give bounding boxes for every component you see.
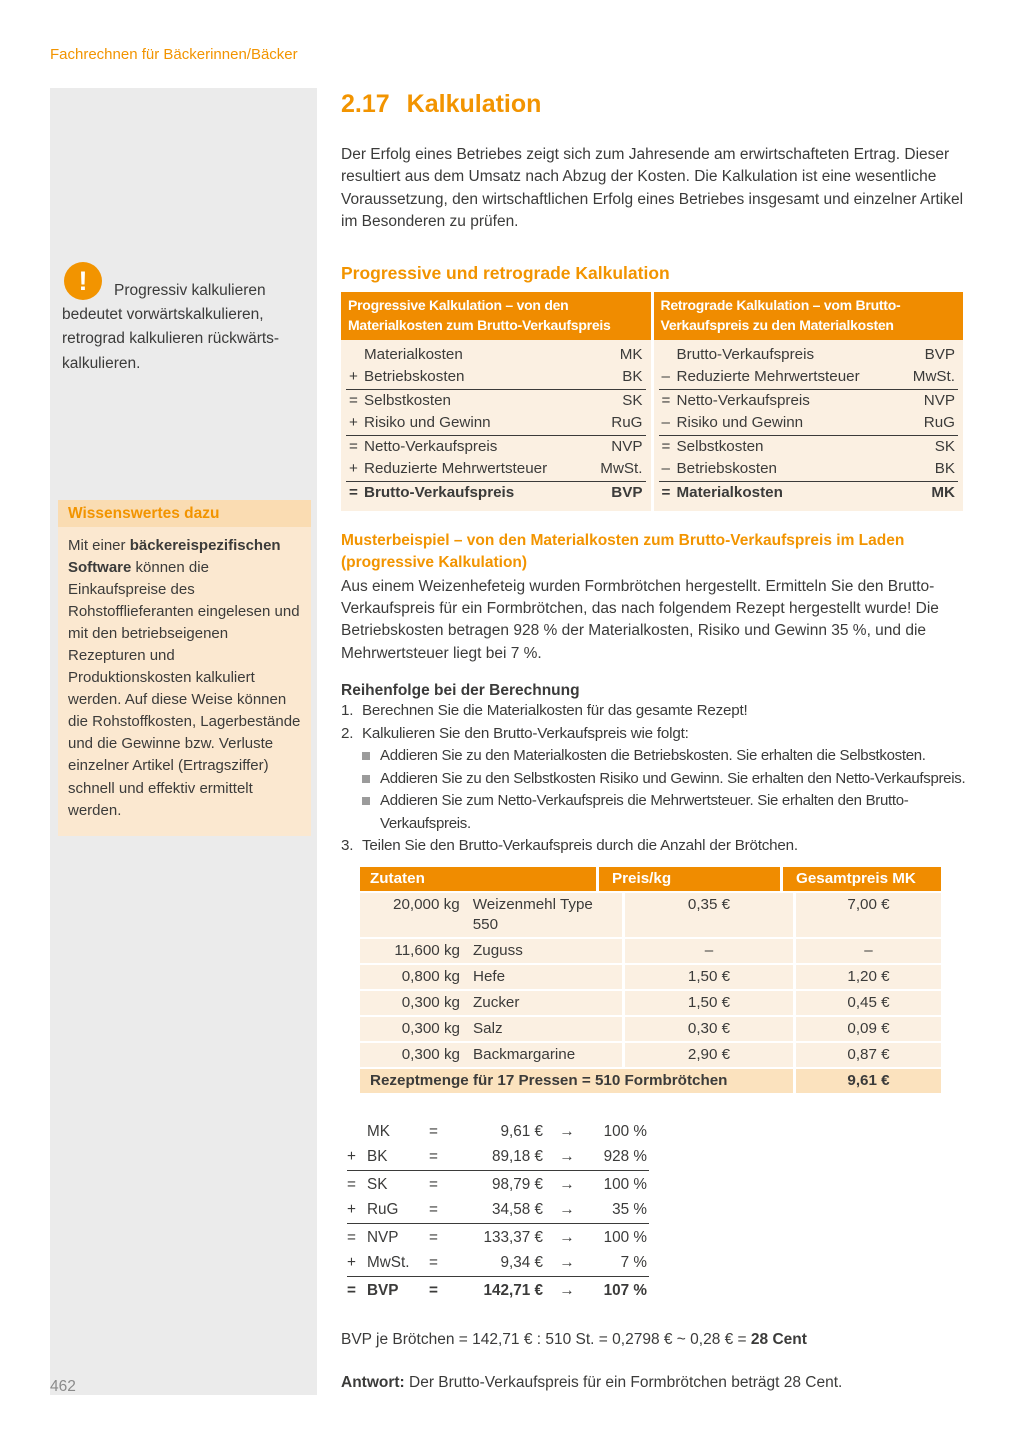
row-code: MK: [619, 345, 643, 363]
price-cell: –: [625, 939, 793, 963]
bullet-item: [341, 768, 975, 791]
calc-row: [347, 1145, 649, 1172]
header-line: Progressive Kalkulation – von den: [348, 296, 569, 313]
ingredient-cell: [360, 1017, 622, 1041]
arrow-icon: →: [559, 1229, 575, 1247]
price-cell: 0,35 €: [625, 893, 793, 937]
row-label: Risiko und Gewinn: [364, 414, 491, 432]
progressive-column: [341, 292, 651, 511]
page-title: [341, 90, 975, 119]
row-code: MwSt.: [912, 368, 955, 386]
calc-operator: =: [347, 1282, 356, 1300]
row-code: NVP: [611, 437, 643, 455]
list-item: [341, 700, 975, 722]
price-cell: 0,30 €: [625, 1017, 793, 1041]
calc-percent: 35 %: [612, 1200, 647, 1218]
example-title: Musterbeispiel – von den Materialkosten zum Brutto-Verkaufspreis im Laden (progressive Kalkulation): [341, 532, 905, 571]
row-code: MwSt.: [600, 460, 643, 478]
infobox-text: können die Einkaufspreise des Rohstofflieferanten eingelesen und mit den betriebseigenen Rezepturen und Produktionskosten kalkuliert werden. Auf diese Weise können die Rohstoffkosten, Lagerbestände und die Gewinne bzw. Verluste einzelner Artikel (Ertragsziffer) schnell und effektiv ermittelt werden.: [68, 559, 301, 819]
calc-percent: 100 %: [603, 1123, 647, 1141]
calc-code: BK: [367, 1147, 388, 1165]
table-row: [659, 481, 959, 505]
bullet-item: [341, 790, 975, 835]
ingredient-name: Zucker: [473, 994, 520, 1012]
calc-operator: +: [347, 1147, 356, 1165]
column-header: Gesamtpreis MK: [783, 867, 941, 891]
ingredient-cell: [360, 965, 622, 989]
table-footer-row: [360, 1069, 941, 1093]
calc-row: [347, 1173, 649, 1198]
example-body: Aus einem Weizenhefeteig wurden Formbrötchen hergestellt. Ermitteln Sie den Brutto-Verkaufspreis für ein Formbrötchen, das nach folgendem Rezept hergestellt wurde! Die Betriebskosten betragen 928 % der Materialkosten, Risiko und Gewinn 35 %, und die Mehrwertsteuer liegt bei 7 %.: [341, 577, 939, 662]
row-code: MK: [931, 483, 955, 501]
bullet-text: Addieren Sie zu den Materialkosten die Betriebskosten. Sie erhalten die Selbstkosten.: [380, 747, 926, 765]
table-row: [360, 939, 941, 963]
ingredient-name: Hefe: [473, 968, 506, 986]
calc-percent: 928 %: [603, 1147, 647, 1165]
bullet-text: Addieren Sie zum Netto-Verkaufspreis die Mehrwertsteuer. Sie erhalten den Brutto-Verkaufspreis.: [380, 792, 909, 832]
calc-row: [347, 1251, 649, 1278]
footer-total: 9,61 €: [796, 1069, 941, 1093]
footer-label: Rezeptmenge für 17 Pressen = 510 Formbrötchen: [360, 1069, 793, 1093]
ingredient-name: Weizenmehl Type 550: [472, 896, 593, 934]
row-code: BK: [622, 368, 643, 386]
retrograde-body: [654, 340, 964, 512]
ingredient-amount: 0,800 kg: [401, 968, 460, 986]
ingredient-name: Backmargarine: [473, 1046, 576, 1064]
row-operator: =: [349, 437, 358, 455]
column-header: Zutaten: [360, 867, 596, 891]
total-cell: 0,87 €: [796, 1043, 941, 1067]
row-operator: +: [349, 460, 358, 478]
row-code: SK: [622, 391, 643, 409]
ingredients-table: [360, 867, 941, 1093]
calc-code: MwSt.: [367, 1253, 410, 1271]
table-row: [346, 366, 646, 389]
arrow-icon: →: [559, 1253, 575, 1271]
calculation-block: [347, 1120, 649, 1304]
result-line: [341, 1329, 975, 1351]
ingredient-amount: 0,300 kg: [401, 994, 460, 1012]
section-number: 2.17: [341, 90, 390, 118]
row-operator: +: [349, 414, 358, 432]
arrow-icon: →: [559, 1282, 575, 1300]
row-label: Netto-Verkaufspreis: [364, 437, 498, 455]
calc-percent: 107 %: [603, 1282, 647, 1300]
table-row: [659, 458, 959, 481]
calc-code: BVP: [367, 1282, 399, 1300]
calc-operator: +: [347, 1253, 356, 1271]
result-bold: 28 Cent: [750, 1330, 807, 1348]
calc-percent: 100 %: [603, 1229, 647, 1247]
table-row: [360, 965, 941, 989]
page-number: 462: [50, 1378, 76, 1395]
header-line: Verkaufspreis zu den Materialkosten: [660, 316, 894, 333]
answer-text: Der Brutto-Verkaufspreis für ein Formbrötchen beträgt 28 Cent.: [404, 1374, 843, 1392]
arrow-icon: →: [559, 1123, 575, 1141]
table-row: [659, 435, 959, 459]
table-row: [346, 412, 646, 435]
row-code: BVP: [611, 483, 643, 501]
calc-percent: 7 %: [620, 1253, 647, 1271]
arrow-icon: →: [559, 1176, 575, 1194]
calc-equals: =: [429, 1253, 438, 1271]
price-cell: 1,50 €: [625, 991, 793, 1015]
row-label: Betriebskosten: [364, 368, 465, 386]
calc-operator: =: [347, 1229, 356, 1247]
calc-code: MK: [367, 1123, 390, 1141]
total-cell: –: [796, 939, 941, 963]
calc-equals: =: [429, 1176, 438, 1194]
ingredient-amount: 0,300 kg: [401, 1020, 460, 1038]
table-row: [346, 435, 646, 459]
list-text: Berechnen Sie die Materialkosten für das gesamte Rezept!: [362, 702, 748, 720]
ingredient-cell: [360, 939, 622, 963]
progressive-body: [341, 340, 651, 512]
subsection-title: Progressive und retrograde Kalkulation: [341, 262, 670, 283]
infobox-text-bold: bäckereispezifischen Software: [68, 537, 281, 577]
calc-code: SK: [367, 1176, 388, 1194]
row-label: Brutto-Verkaufspreis: [364, 483, 515, 501]
table-row: [346, 458, 646, 481]
retrograde-header: [654, 292, 964, 340]
ingredient-name: Salz: [473, 1020, 503, 1038]
table-row: [346, 389, 646, 413]
row-code: RuG: [611, 414, 643, 432]
margin-note-text: Progressiv kalkulieren bedeutet vorwärtskalkulieren, retrograd kalkulieren rückwärtskalkulieren.: [62, 282, 280, 372]
ingredient-amount: 11,600 kg: [394, 942, 460, 960]
row-label: Reduzierte Mehrwertsteuer: [364, 460, 548, 478]
list-item: [341, 723, 975, 745]
list-text: Kalkulieren Sie den Brutto-Verkaufspreis wie folgt:: [362, 724, 689, 742]
calc-value: 98,79 €: [491, 1176, 543, 1194]
column-header: Preis/kg: [599, 867, 780, 891]
margin-note: [62, 260, 307, 376]
row-label: Materialkosten: [364, 345, 463, 363]
calc-row: [347, 1198, 649, 1225]
book-header: Fachrechnen für Bäckerinnen/Bäcker: [50, 46, 298, 63]
row-label: Reduzierte Mehrwertsteuer: [676, 368, 860, 386]
row-code: SK: [934, 437, 955, 455]
total-cell: 0,45 €: [796, 991, 941, 1015]
calc-code: NVP: [367, 1229, 399, 1247]
table-row: [346, 344, 646, 367]
calc-equals: =: [429, 1282, 438, 1300]
steps-title: Reihenfolge bei der Berechnung: [341, 682, 580, 700]
row-code: BVP: [924, 345, 955, 363]
bullet-item: [341, 745, 975, 768]
list-number: 3.: [341, 837, 354, 855]
calc-value: 9,34 €: [500, 1253, 543, 1271]
section-title-text: Kalkulation: [406, 90, 542, 118]
row-operator: –: [661, 368, 670, 386]
row-label: Selbstkosten: [676, 437, 764, 455]
list-number: 1.: [341, 702, 354, 720]
calc-row: [347, 1279, 649, 1304]
table-row: [346, 481, 646, 505]
row-label: Selbstkosten: [364, 391, 451, 409]
bullet-text: Addieren Sie zu den Selbstkosten Risiko und Gewinn. Sie erhalten den Netto-Verkaufspreis.: [380, 769, 966, 787]
calc-row: [347, 1226, 649, 1251]
calc-percent: 100 %: [603, 1176, 647, 1194]
row-operator: =: [661, 437, 671, 455]
row-label: Brutto-Verkaufspreis: [676, 345, 815, 363]
ingredient-name: Zuguss: [473, 942, 523, 960]
calc-equals: =: [429, 1200, 438, 1218]
infobox: [58, 500, 311, 836]
table-row: [360, 1043, 941, 1067]
ingredient-cell: [360, 991, 622, 1015]
price-cell: 2,90 €: [625, 1043, 793, 1067]
row-code: NVP: [923, 391, 955, 409]
calc-value: 133,37 €: [483, 1229, 543, 1247]
table-row: [659, 389, 959, 413]
comparison-table: [341, 292, 963, 511]
main-column: [317, 88, 975, 1395]
ingredient-amount: 20,000 kg: [393, 896, 460, 914]
calc-value: 89,18 €: [491, 1147, 543, 1165]
header-line: Retrograde Kalkulation – vom Brutto-: [660, 296, 901, 313]
table-row: [659, 344, 959, 367]
row-code: BK: [934, 460, 955, 478]
row-label: Betriebskosten: [676, 460, 777, 478]
total-cell: 7,00 €: [796, 893, 941, 937]
square-bullet-icon: [362, 797, 370, 805]
ingredient-amount: 0,300 kg: [401, 1046, 460, 1064]
infobox-title: Wissenswertes dazu: [58, 500, 311, 527]
row-operator: –: [661, 460, 670, 478]
calc-value: 9,61 €: [500, 1123, 543, 1141]
list-number: 2.: [341, 724, 354, 742]
row-operator: =: [661, 483, 671, 501]
table-header-row: [360, 867, 941, 891]
price-cell: 1,50 €: [625, 965, 793, 989]
answer-label: Antwort:: [341, 1374, 405, 1392]
row-code: RuG: [923, 414, 955, 432]
row-label: Risiko und Gewinn: [676, 414, 804, 432]
square-bullet-icon: [362, 775, 370, 783]
calc-equals: =: [429, 1229, 438, 1247]
row-label: Materialkosten: [676, 483, 783, 501]
total-cell: 0,09 €: [796, 1017, 941, 1041]
table-row: [360, 893, 941, 937]
calc-operator: =: [347, 1176, 356, 1194]
infobox-body: [58, 527, 311, 836]
result-text: BVP je Brötchen = 142,71 € : 510 St. = 0,2798 € ~ 0,28 € =: [341, 1330, 751, 1348]
calc-row: [347, 1120, 649, 1145]
calc-value: 142,71 €: [483, 1282, 543, 1300]
row-operator: –: [661, 414, 670, 432]
table-row: [659, 366, 959, 389]
exclamation-icon: !: [64, 262, 102, 300]
calc-equals: =: [429, 1147, 438, 1165]
square-bullet-icon: [362, 752, 370, 760]
row-label: Netto-Verkaufspreis: [676, 391, 810, 409]
header-line: Materialkosten zum Brutto-Verkaufspreis: [348, 316, 611, 333]
ingredient-cell: [360, 1043, 622, 1067]
intro-paragraph: Der Erfolg eines Betriebes zeigt sich zum Jahresende am erwirtschafteten Ertrag. Dieser resultiert aus dem Umsatz nach Abzug der Kosten. Die Kalkulation ist eine wesentliche Voraussetzung, den wirtschaftlichen Erfolg eines Betriebes insgesamt und einzelner Artikel im Besonderen zu prüfen.: [341, 146, 964, 231]
table-row: [360, 1017, 941, 1041]
total-cell: 1,20 €: [796, 965, 941, 989]
row-operator: +: [349, 368, 358, 386]
arrow-icon: →: [559, 1200, 575, 1218]
arrow-icon: →: [559, 1147, 575, 1165]
list-item: [341, 835, 975, 857]
margin-column: [50, 88, 317, 1395]
list-text: Teilen Sie den Brutto-Verkaufspreis durch die Anzahl der Brötchen.: [362, 837, 798, 855]
table-row: [360, 991, 941, 1015]
answer-line: [341, 1372, 975, 1394]
row-operator: =: [349, 483, 358, 501]
calc-operator: +: [347, 1200, 356, 1218]
page-body: [50, 88, 975, 1395]
calc-equals: =: [429, 1123, 438, 1141]
infobox-text: Mit einer: [68, 537, 130, 554]
calc-code: RuG: [367, 1200, 399, 1218]
calc-value: 34,58 €: [491, 1200, 543, 1218]
ingredient-cell: [360, 893, 622, 937]
row-operator: =: [661, 391, 671, 409]
table-row: [659, 412, 959, 435]
progressive-header: [341, 292, 651, 340]
row-operator: =: [349, 391, 358, 409]
retrograde-column: [654, 292, 964, 511]
